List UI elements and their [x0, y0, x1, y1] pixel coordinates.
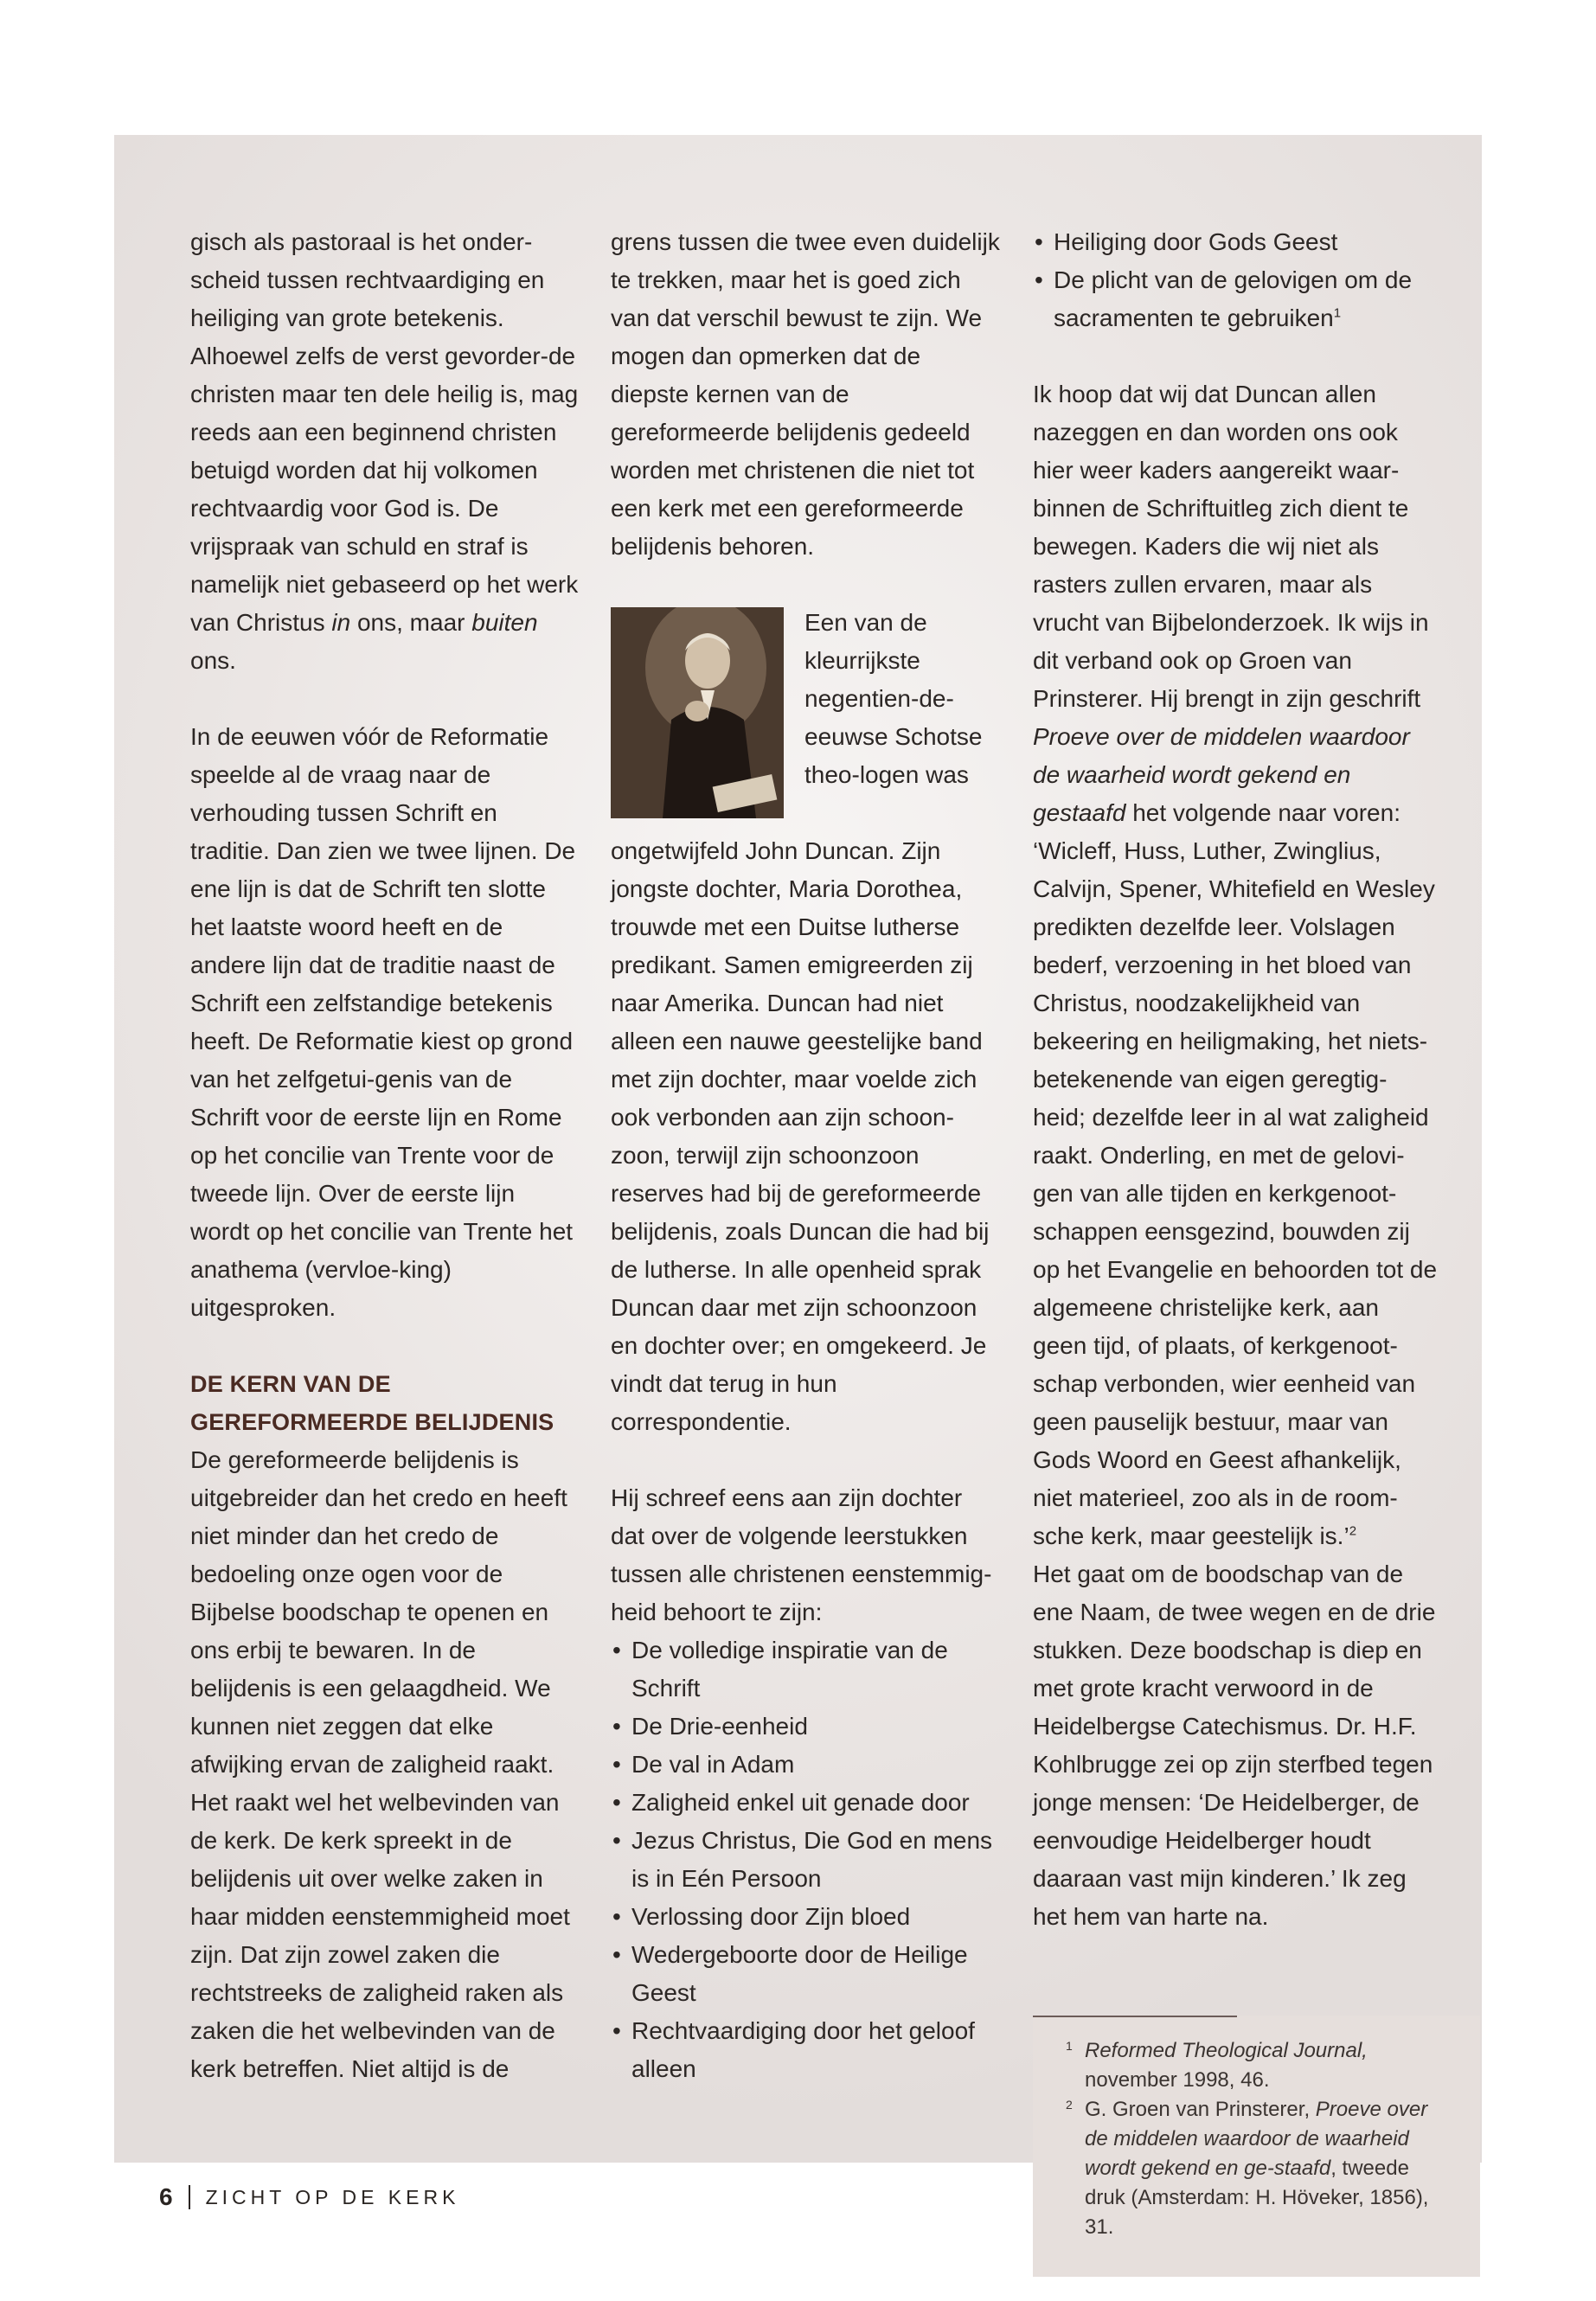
footnote-2: 2 G. Groen van Prinsterer, Proeve over de middelen waardoor de waarheid wordt gekend en ge-staafd, tweede druk (Amsterdam: H. Höveker, 1856), 31.	[1066, 2098, 1429, 2239]
column-1	[190, 223, 580, 2088]
doctrine-list-continued	[1033, 223, 1439, 337]
paragraph: grens tussen die twee even duidelijk te trekken, maar het is goed zich van dat verschil bewust te zijn. We mogen dan opmerken dat de diepste kernen van de gereformeerde belijdenis gedeeld worden met christenen die niet tot een kerk met een gereformeerde belijdenis behoren.	[611, 228, 1000, 560]
list-item: • De val in Adam	[611, 1746, 1000, 1784]
list-item: • Rechtvaardiging door het geloof alleen	[611, 2012, 1000, 2088]
magazine-title: ZICHT OP DE KERK	[205, 2185, 460, 2208]
paragraph: In de eeuwen vóór de Reformatie speelde al de vraag naar de verhouding tussen Schrift en traditie. Dan zien we twee lijnen. De ene lijn is dat de Schrift ten slotte het laatste woord heeft en de andere lijn dat de traditie naast de Schrift een zelfstandige betekenis heeft. De Reformatie kiest op grond van het zelfgetui-genis van de Schrift voor de eerste lijn en Rome op het concilie van Trente voor de tweede lijn. Over de eerste lijn wordt op het concilie van Trente het anathema (vervloe-king) uitgesproken.	[190, 723, 576, 1321]
paragraph: Ik hoop dat wij dat Duncan allen nazeggen en dan worden ons ook hier weer kaders aangereikt waar-binnen de Schriftuitleg zich dient te bewegen. Kaders die wij niet als rasters zullen ervaren, maar als vrucht van Bijbelonderzoek. Ik wijs in dit verband ook op Groen van Prinsterer. Hij brengt in zijn geschrift Proeve over de middelen waardoor de waarheid wordt gekend en gestaafd het volgende naar voren: ‘Wicleff, Huss, Luther, Zwinglius, Calvijn, Spener, Whitefield en Wesley predikten dezelfde leer. Volslagen bederf, verzoening in het bloed van Christus, noodzakelijkheid van bekeering en heiligmaking, het niets-betekenende van eigen geregtig-heid; dezelfde leer in al wat zaligheid raakt. Onderling, en met de gelovi-gen van alle tijden en kerkgenoot-schappen eensgezind, bouwden zij op het Evangelie en behoorden tot de algemeene christelijke kerk, aan geen tijd, of plaats, of kerkgenoot-schap verbonden, wier eenheid van geen pauselijk bestuur, maar van Gods Woord en Geest afhankelijk, niet materieel, zoo als in de room-sche kerk, maar geestelijk is.’$^2$	[1033, 381, 1438, 1549]
list-item: • De plicht van de gelovigen om de sacramenten te gebruiken$^1$	[1033, 261, 1439, 337]
paragraph: Hij schreef eens aan zijn dochter dat over de volgende leerstukken tussen alle christenen eenstemmig-heid behoort te zijn:	[611, 1484, 992, 1625]
list-item: • Verlossing door Zijn bloed	[611, 1898, 1000, 1936]
folio-divider	[189, 2185, 190, 2209]
list-item: • Jezus Christus, Die God en mens is in Eén Persoon	[611, 1822, 1000, 1898]
column-3	[1033, 223, 1439, 1936]
page-number: 6	[159, 2183, 173, 2210]
portrait-image	[611, 607, 784, 818]
footnote-ref[interactable]: 2	[1349, 1523, 1357, 1539]
footnotes	[1066, 2036, 1446, 2242]
list-item: • Heiliging door Gods Geest	[1033, 223, 1439, 261]
footnote-1: 1 Reformed Theological Journal, november 1998, 46.	[1066, 2039, 1368, 2092]
doctrine-list	[611, 1631, 1000, 2088]
list-item: • De Drie-eenheid	[611, 1708, 1000, 1746]
paragraph: ongetwijfeld John Duncan. Zijn jongste dochter, Maria Dorothea, trouwde met een Duitse lutherse predikant. Samen emigreerden zij naar Amerika. Duncan had niet alleen een nauwe geestelijke band met zijn dochter, maar voelde zich ook verbonden aan zijn schoon-zoon, terwijl zijn schoonzoon reserves had bij de gereformeerde belijdenis, zoals Duncan die had bij de lutherse. In alle openheid sprak Duncan daar met zijn schoonzoon en dochter over; en omgekeerd. Je vindt dat terug in hun correspondentie.	[611, 837, 990, 1435]
list-item: • De volledige inspiratie van de Schrift	[611, 1631, 1000, 1708]
paragraph: gisch als pastoraal is het onder-scheid tussen rechtvaardiging en heiliging van grote betekenis. Alhoewel zelfs de verst gevorder-de christen maar ten dele heilig is, mag reeds aan een beginnend christen betuigd worden dat hij volkomen rechtvaardig voor God is. De vrijspraak van schuld en straf is namelijk niet gebaseerd op het werk van Christus in ons, maar buiten ons.	[190, 228, 579, 674]
list-item: • Wedergeboorte door de Heilige Geest	[611, 1936, 1000, 2012]
footnote-ref[interactable]: 1	[1333, 305, 1342, 321]
footnote-rule	[1033, 2016, 1237, 2017]
paragraph: Het gaat om de boodschap van de ene Naam, de twee wegen en de drie stukken. Deze boodschap is diep en met grote kracht verwoord in de Heidelbergse Catechismus. Dr. H.F. Kohlbrugge zei op zijn sterfbed tegen jonge mensen: ‘De Heidelberger, de eenvoudige Heidelberger houdt daaraan vast mijn kinderen.’ Ik zeg het hem van harte na.	[1033, 1561, 1436, 1930]
portrait-photo-john-duncan	[611, 607, 784, 818]
column-2	[611, 223, 1000, 2088]
section-heading: DE KERN VAN DE GEREFORMEERDE BELIJDENIS	[190, 1371, 554, 1435]
photo-block	[611, 604, 1000, 832]
page-folio	[159, 2183, 459, 2211]
paragraph: De gereformeerde belijdenis is uitgebreider dan het credo en heeft niet minder dan het credo de bedoeling onze ogen voor de Bijbelse boodschap te openen en ons erbij te bewaren. In de belijdenis is een gelaagdheid. We kunnen niet zeggen dat elke afwijking ervan de zaligheid raakt. Het raakt wel het welbevinden van de kerk. De kerk spreekt in de belijdenis uit over welke zaken in haar midden eenstemmigheid moet zijn. Dat zijn zowel zaken die rechtstreeks de zaligheid raken als zaken die het welbevinden van de kerk betreffen. Niet altijd is de	[190, 1446, 570, 2082]
photo-caption-text: Een van de kleurrijkste negentien-de-eeuwse Schotse theo-logen was	[804, 609, 983, 788]
list-item: • Zaligheid enkel uit genade door	[611, 1784, 1000, 1822]
